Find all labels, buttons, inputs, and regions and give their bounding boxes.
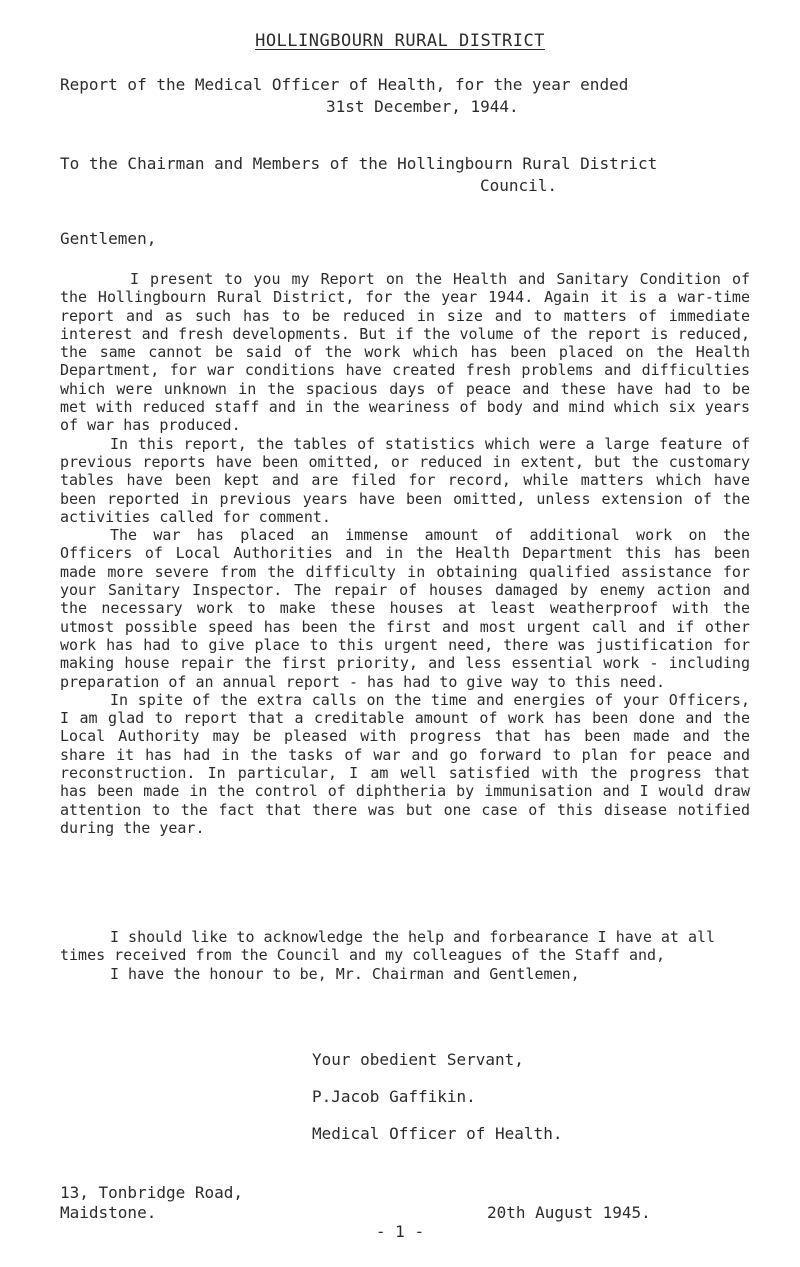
signatory-name: P.Jacob Gaffikin. [312,1087,476,1106]
report-date: 20th August 1945. [487,1203,651,1222]
closing [60,928,750,983]
honour-line: I have the honour to be, Mr. Chairman and Gentlemen, [110,964,580,983]
valediction: Your obedient Servant, [312,1050,524,1069]
address-line1: 13, Tonbridge Road, [60,1183,244,1202]
district-heading: HOLLINGBOURN RURAL DISTRICT [255,31,545,51]
signatory-role: Medical Officer of Health. [312,1124,563,1143]
page-number: - 1 - [375,1222,425,1241]
report-title-line1: Report of the Medical Officer of Health, for the year ended [60,75,629,94]
report-title [60,74,760,118]
paragraph-war-work: The war has placed an immense amount of additional work on the Officers of Local Authorities and in the Health Department this has been made more severe from the difficulty in obtaining qualified assistance for your Sanitary Inspector. The repair of houses damaged by enemy action and the necessary work to make these houses at least weatherproof with the utmost possible speed has been the first and most urgent call and if other work has had to give place to this urgent need, there was justification for making house repair the first priority, and less essential work - including preparation of an annual report - has had to give way to this need. [60,526,750,691]
paragraph-introduction: I present to you my Report on the Health and Sanitary Condition of the Hollingbourn Rural District, for the year 1944. Again it is a war-time report and as such has to be reduced in size and to matters of immediate interest and fresh developments. But if the volume of the report is reduced, the same cannot be said of the work which has been placed on the Health Department, for war conditions have created fresh problems and difficulties which were unknown in the spacious days of peace and these have had to be met with reduced staff and in the weariness of body and mind which six years of war has produced. [60,270,750,435]
paragraph-progress: In spite of the extra calls on the time and energies of your Officers, I am glad to report that a creditable amount of work has been done and the Local Authority may be pleased with progress that has been made and the share it has had in the tasks of war and go forward to plan for peace and reconstruction. In particular, I am well satisfied with the progress that has been made in the control of diphtheria by immunisation and I would draw attention to the fact that there was but one case of this disease notified during the year. [60,690,750,837]
address-line2: Maidstone. [60,1203,157,1222]
salutation: Gentlemen, [60,229,157,248]
acknowledgement: I should like to acknowledge the help and forbearance I have at all times received from the Council and my colleagues of the Staff and, [60,928,716,965]
paragraph-statistics: In this report, the tables of statistics which were a large feature of previous reports have been omitted, or reduced in extent, but the customary tables have been kept and are filed for record, while matters which have been reported in previous years have been omitted, unless extension of the activities called for comment. [60,434,750,526]
addressee-line1: To the Chairman and Members of the Hollingbourn Rural District [60,154,658,173]
footer-address [60,1183,243,1223]
addressee [60,153,760,197]
report-title-line2: 31st December, 1944. [326,97,519,116]
report-body [60,270,750,837]
addressee-line2: Council. [480,176,558,195]
